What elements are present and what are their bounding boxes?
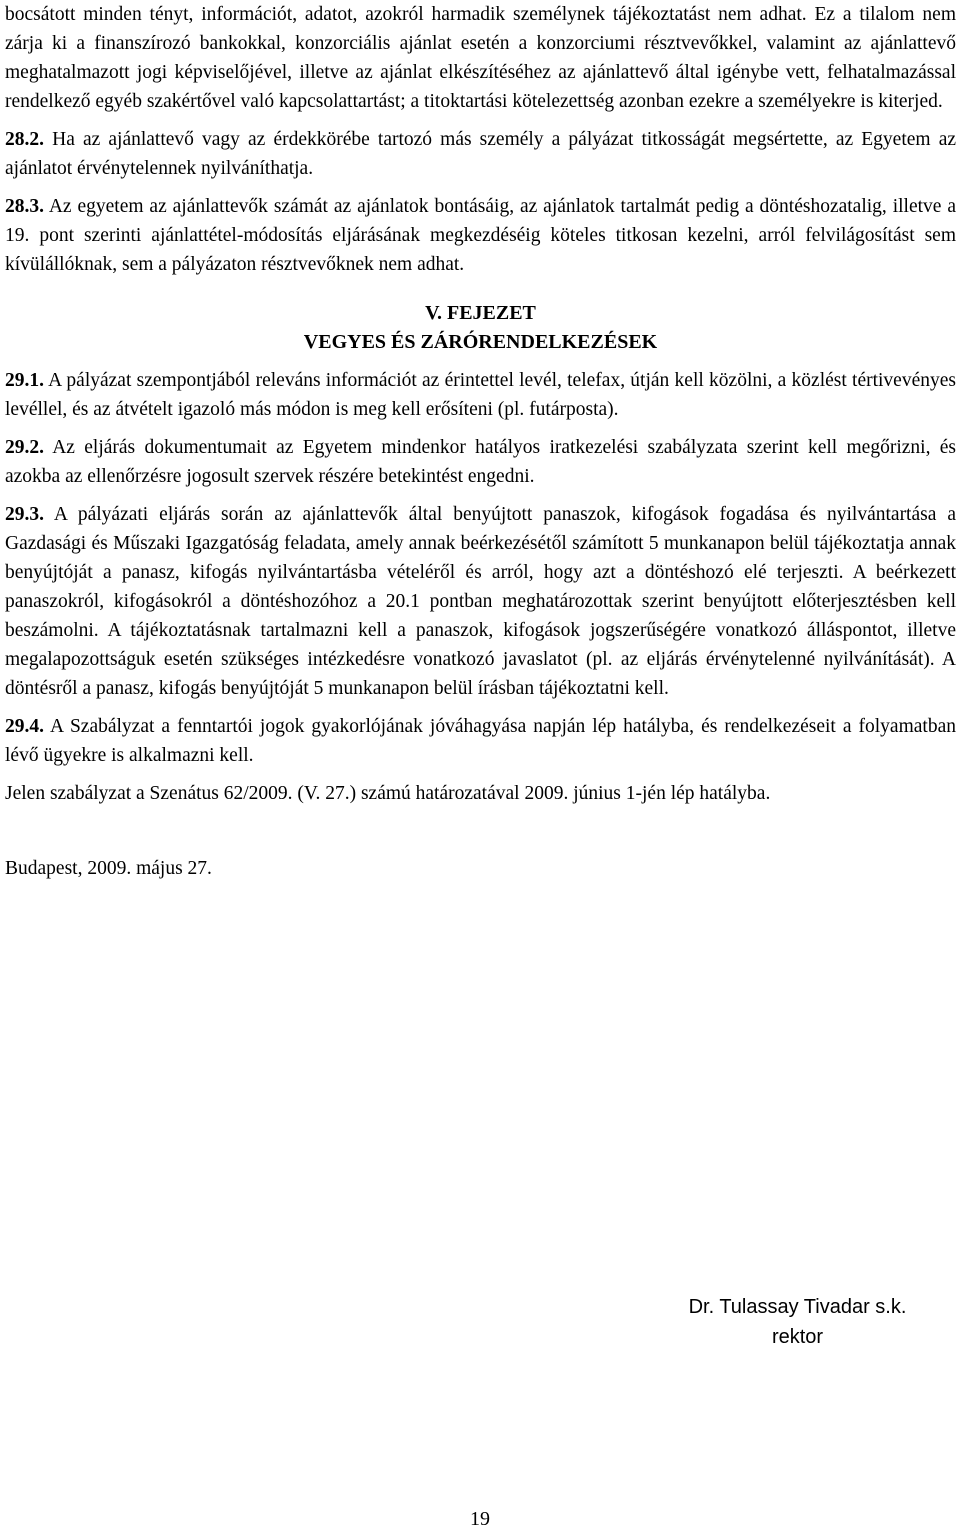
place-and-date: Budapest, 2009. május 27. [5,858,212,879]
section-number: 29.4. [5,716,44,737]
page-number: 19 [470,1508,490,1530]
section-28-2 [5,125,956,183]
enactment-note: Jelen szabályzat a Szenátus 62/2009. (V. 27.) számú határozatával 2009. június 1-jén lép hatályba. [5,783,771,804]
document-page [5,0,956,883]
section-29-1 [5,366,956,424]
section-29-4 [5,712,956,770]
section-29-3 [5,500,956,703]
section-number: 29.1. [5,370,44,391]
section-number: 29.2. [5,437,44,458]
section-text: A pályázat szempontjából releváns információt az érintettel levél, telefax, útján kell közölni, a közlést tértivevényes levéllel, és az átvételt igazoló más módon is meg kell erősíteni (pl. futárposta). [5,370,956,420]
signatory-role: rektor [771,1326,824,1348]
section-text: Az eljárás dokumentumait az Egyetem mindenkor hatályos iratkezelési szabályzata szerint kell megőrizni, és azokba az ellenőrzésre jogosult szervek részére betekintést engedni. [5,437,956,487]
section-29-2 [5,433,956,491]
section-text: Ha az ajánlattevő vagy az érdekkörébe tartozó más személy a pályázat titkosságát megsértette, az Egyetem az ajánlatot érvénytelennek nyilváníthatja. [5,129,956,179]
signature-block [660,1292,935,1352]
signatory-name: Dr. Tulassay Tivadar s.k. [688,1296,907,1318]
section-28-3 [5,192,956,279]
section-text: Az egyetem az ajánlattevők számát az ajánlatok bontásáig, az ajánlatok tartalmát pedig a döntéshozatalig, illetve a 19. pont szerinti ajánlattétel-módosítás eljárásának megkezdéséig köteles titkosan kezelni, arról felvilágosítást sem kívülállóknak, sem a pályázaton résztvevőknek nem adhat. [5,196,956,275]
paragraph-continuation: bocsátott minden tényt, információt, adatot, azokról harmadik személynek tájékoztatást nem adhat. Ez a tilalom nem zárja ki a finanszírozó bankokkal, konzorciális ajánlat esetén a konzorciumi résztvevőkkel, valamint az ajánlattevő meghatalmazott jogi képviselőjével, illetve az ajánlat elkészítéséhez az ajánlattevő által igénybe vett, felhatalmazással rendelkező egyéb szakértővel való kapcsolattartást; a titoktartási kötelezettség azonban ezekre a személyekre is kiterjed. [5,4,956,112]
chapter-title: VEGYES ÉS ZÁRÓRENDELKEZÉSEK [303,331,658,353]
section-text: A Szabályzat a fenntartói jogok gyakorlójának jóváhagyása napján lép hatályba, és rendelkezéseit a folyamatban lévő ügyekre is alkalmazni kell. [5,716,956,766]
section-number: 29.3. [5,504,44,525]
section-number: 28.2. [5,129,44,150]
chapter-number: V. FEJEZET [425,302,536,324]
section-text: A pályázati eljárás során az ajánlattevők által benyújtott panaszok, kifogások fogadása és nyilvántartása a Gazdasági és Műszaki Igazgatóság feladata, amely annak beérkezésétől számított 5 munkanapon belül tájékoztatja annak benyújtóját a panasz, kifogás nyilvántartásba vételéről és arról, hogy azt a döntéshozó elé terjeszti. A beérkezett panaszokról, kifogásokról a döntéshozóhoz a 20.1 pontban meghatározottak szerint benyújtott előterjesztésben kell beszámolni. A tájékoztatásnak tartalmazni kell a panaszok, kifogások jogszerűségére vonatkozó álláspontot, illetve megalapozottságuk esetén szükséges intézkedésre vonatkozó javaslatot (pl. az eljárás érvénytelenné nyilvánítását). A döntésről a panasz, kifogás benyújtóját 5 munkanapon belül írásban tájékoztatni kell. [5,504,956,699]
section-number: 28.3. [5,196,44,217]
